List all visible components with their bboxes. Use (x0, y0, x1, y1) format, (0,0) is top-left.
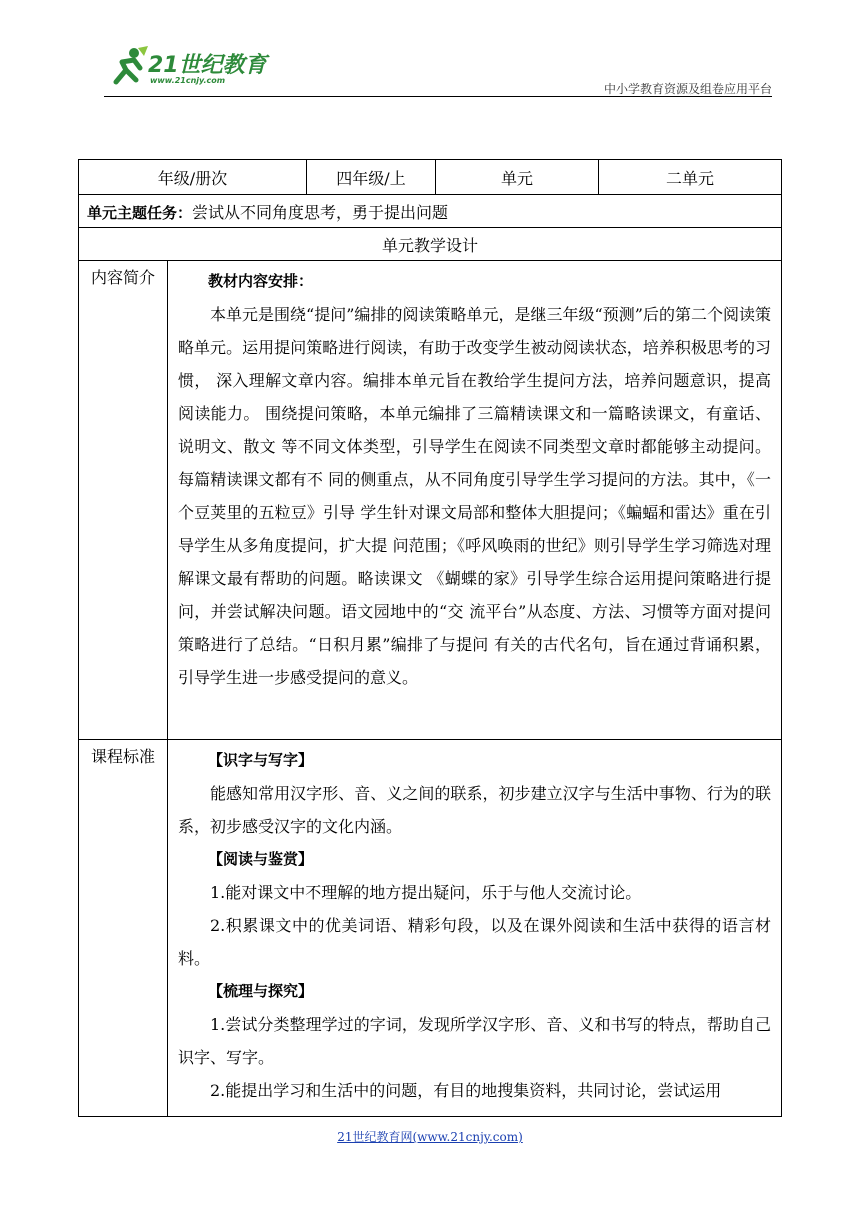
reading-paragraph-1: 1.能对课文中不理解的地方提出疑问，乐于与他人交流讨论。 (210, 883, 642, 902)
standard-label: 课程标准 (79, 740, 168, 1117)
unit-design-table (78, 159, 782, 1117)
section-title-inquiry: 【梳理与探究】 (208, 982, 314, 1000)
page-header (0, 0, 860, 100)
grade-row (79, 160, 782, 195)
grade-label: 年级/册次 (79, 160, 307, 195)
theme-cell (79, 195, 782, 228)
platform-name: 中小学教育资源及组卷应用平台 (603, 82, 772, 96)
grade-value: 四年级/上 (307, 160, 436, 195)
footer-link[interactable]: 21世纪教育网(www.21cnjy.com) (337, 1130, 523, 1144)
design-title: 单元教学设计 (79, 228, 782, 261)
header-divider (104, 96, 772, 97)
design-row (79, 228, 782, 261)
theme-row (79, 195, 782, 228)
unit-value: 二单元 (599, 160, 782, 195)
standard-body (168, 740, 782, 1117)
logo-url: www.21cnjy.com (150, 76, 226, 85)
theme-label: 单元主题任务： (87, 203, 193, 222)
inquiry-paragraph-2: 2.能提出学习和生活中的问题，有目的地搜集资料，共同讨论，尝试运用 (210, 1081, 722, 1100)
reading-paragraph-2: 2.积累课文中的优美词语、精彩句段，以及在课外阅读和生活中获得的语言材料。 (178, 916, 771, 968)
theme-value: 尝试从不同角度思考，勇于提出问题 (192, 202, 449, 222)
section-title-literacy: 【识字与写字】 (208, 751, 314, 769)
logo-text: 21世纪教育 (148, 53, 267, 78)
runner-logo-icon (108, 46, 148, 86)
content-label: 内容简介 (79, 261, 168, 740)
literacy-paragraph: 能感知常用汉字形、音、义之间的联系，初步建立汉字与生活中事物、行为的联系，初步感受汉字的文化内涵。 (178, 784, 771, 836)
section-title-reading: 【阅读与鉴赏】 (208, 850, 314, 868)
unit-label: 单元 (436, 160, 599, 195)
inquiry-paragraph-1: 1.尝试分类整理学过的字词，发现所学汉字形、音、义和书写的特点，帮助自己识字、写字。 (178, 1015, 771, 1067)
content-row (79, 261, 782, 740)
content-body (168, 261, 782, 740)
content-paragraph: 本单元是围绕“提问”编排的阅读策略单元，是继三年级“预测”后的第二个阅读策 略单元。运用提问策略进行阅读，有助于改变学生被动阅读状态，培养积极思考的习惯， 深入理解文章内容。编排本单元旨在教给学生提问方法，培养问题意识，提高阅读能力。 围绕提问策略，本单元编排了三篇精读课文和一篇略读课文，有童话、说明文、散文 等不同文体类型，引导学生在阅读不同类型文章时都能够主动提问。每篇精读课文都有不 同的侧重点，从不同角度引导学生学习提问的方法。其中，《一个豆荚里的五粒豆》引导 学生针对课文局部和整体大胆提问；《蝙蝠和雷达》重在引导学生从多角度提问，扩大提 问范围；《呼风唤雨的世纪》则引导学生学习筛选对理解课文最有帮助的问题。略读课文 《蝴蝶的家》引导学生综合运用提问策略进行提问，并尝试解决问题。语文园地中的“交 流平台”从态度、方法、习惯等方面对提问策略进行了总结。“日积月累”编排了与提问 有关的古代名句，旨在通过背诵积累，引导学生进一步感受提问的意义。 (178, 305, 771, 687)
content-subtitle: 教材内容安排： (208, 272, 314, 290)
logo (108, 46, 288, 92)
standard-row (79, 740, 782, 1117)
